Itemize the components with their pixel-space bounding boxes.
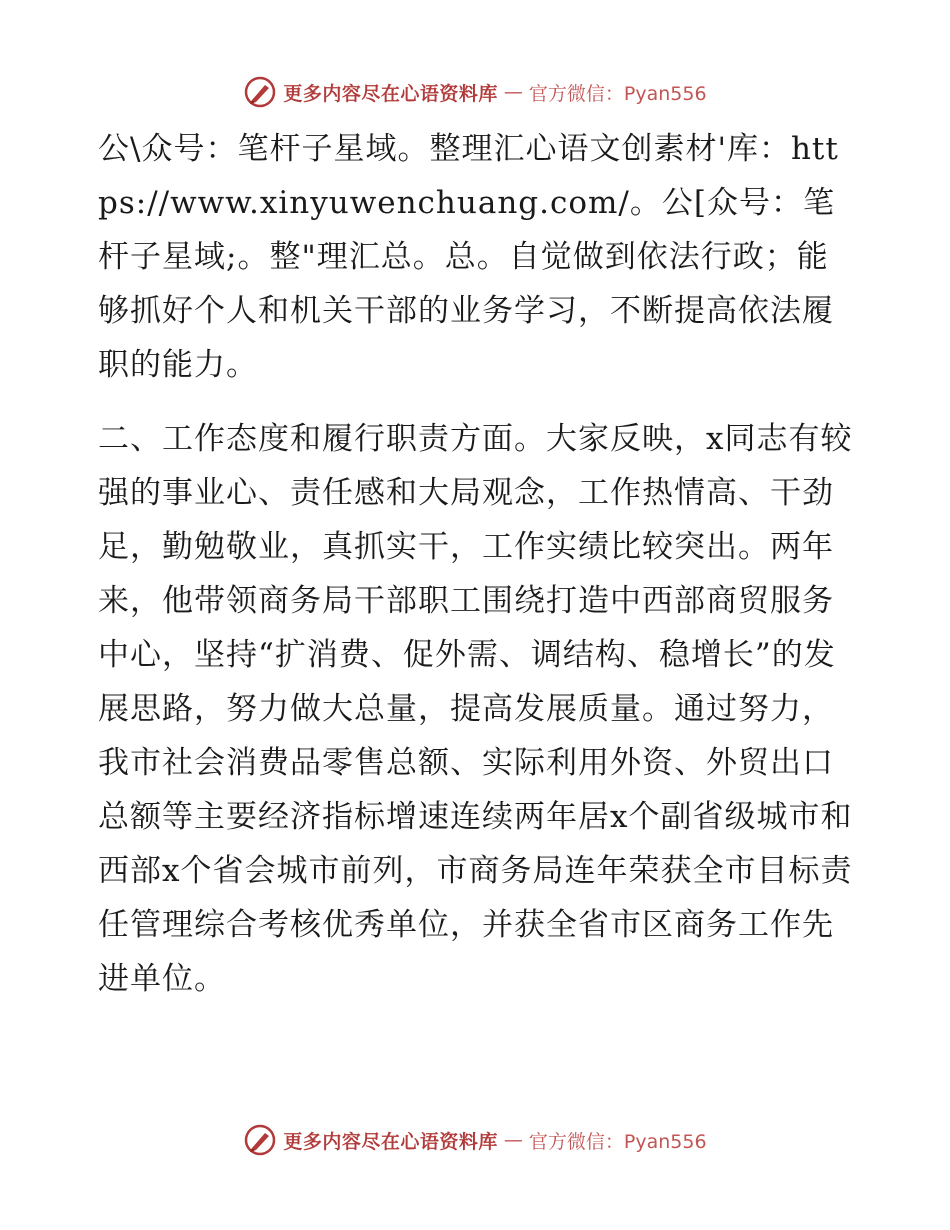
pen-logo-icon — [243, 1123, 277, 1157]
watermark-contact: 官方微信：Pyan556 — [528, 82, 707, 105]
footer-watermark — [0, 1120, 950, 1160]
watermark-separator: — — [503, 1129, 523, 1151]
watermark-text: 更多内容尽在心语资料库 — [283, 82, 498, 105]
watermark-text: 更多内容尽在心语资料库 — [283, 1130, 498, 1153]
paragraph: 二、工作态度和履行职责方面。大家反映，x同志有较强的事业心、责任感和大局观念，工作热情高、干劲足，勤勉敬业，真抓实干，工作实绩比较突出。两年来，他带领商务局干部职工围绕打造中西部商贸服务中心，坚持“扩消费、促外需、调结构、稳增长”的发展思路，努力做大总量，提高发展质量。通过努力，我市社会消费品零售总额、实际利用外资、外贸出口总额等主要经济指标增速连续两年居x个副省级城市和西部x个省会城市前列，市商务局连年荣获全市目标责任管理综合考核优秀单位，并获全省市区商务工作先进单位。 — [98, 421, 853, 997]
pen-logo-icon — [243, 75, 277, 109]
header-watermark — [0, 72, 950, 112]
paragraph: 公\众号：笔杆子星域。整理汇心语文创素材'库：https://www.xinyuwenchuang.com/。公[众号：笔杆子星域;。整"理汇总。总。自觉做到依法行政；能够抓好个人和机关干部的业务学习，不断提高依法履职的能力。 — [98, 131, 839, 383]
document-body — [98, 122, 858, 1006]
watermark-contact: 官方微信：Pyan556 — [528, 1130, 707, 1153]
watermark-separator: — — [503, 81, 523, 103]
